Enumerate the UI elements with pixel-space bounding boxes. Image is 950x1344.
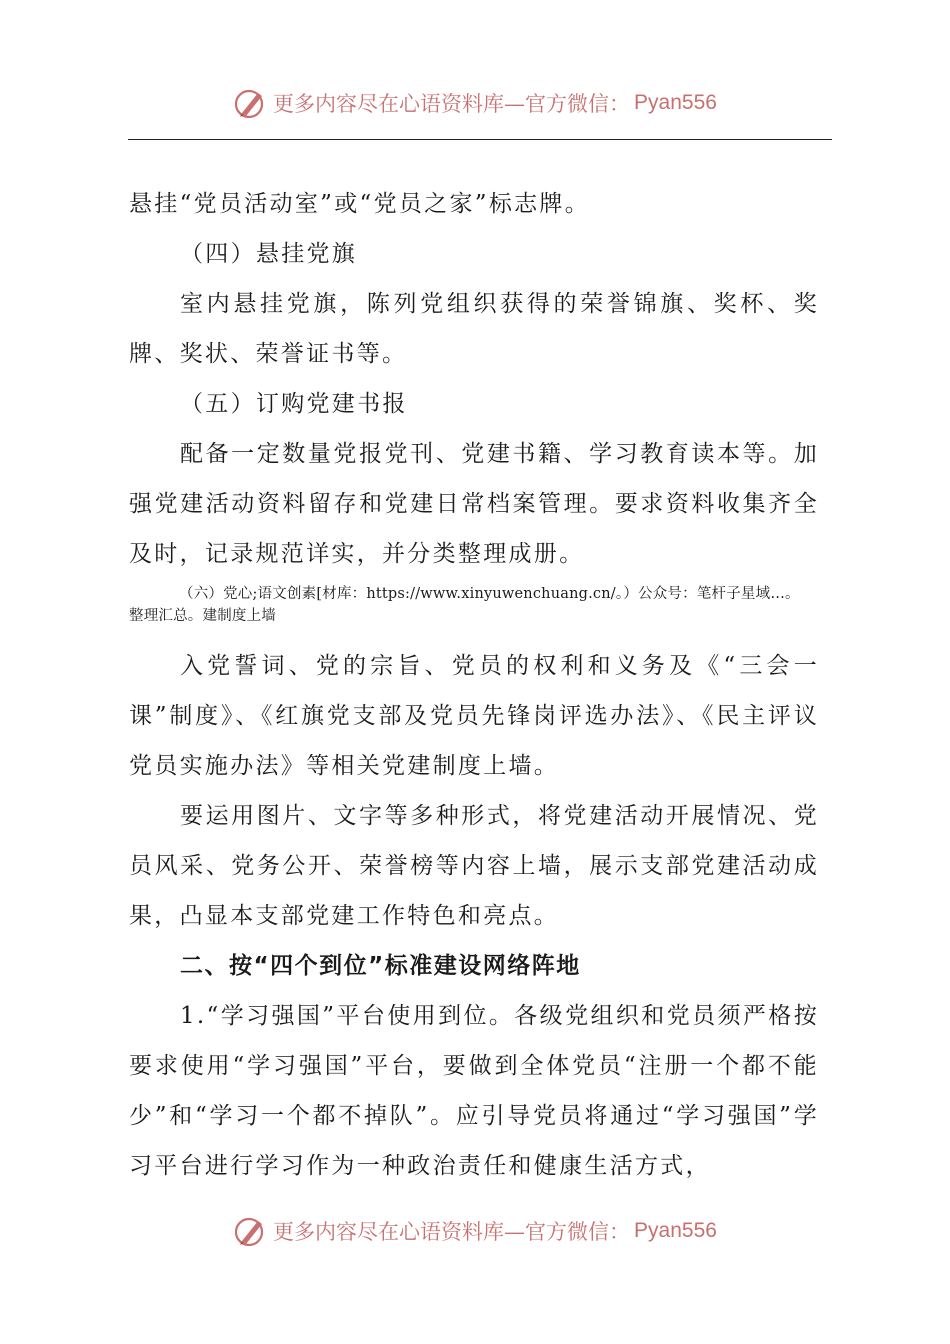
header-banner	[0, 80, 950, 126]
paragraph-5: 要运用图片、文字等多种形式，将党建活动开展情况、党员风采、党务公开、荣誉榜等内容上墙，展示支部党建活动成果，凸显本支部党建工作特色和亮点。	[129, 803, 819, 929]
header-divider	[128, 139, 832, 140]
paragraph-6: 1.“学习强国”平台使用到位。各级党组织和党员须严格按要求使用“学习强国”平台，要做到全体党员“注册一个都不能少”和“学习一个都不掉队”。应引导党员将通过“学习强国”学习平台进行学习作为一种政治责任和健康生活方式，	[129, 1003, 819, 1179]
header-wechat-id: Pyan556	[634, 91, 717, 114]
paragraph-1: 悬挂“党员活动室”或“党员之家”标志牌。	[129, 191, 591, 217]
footer-brand-text: 更多内容尽在心语资料库	[273, 1220, 505, 1244]
pen-logo-icon	[233, 1214, 267, 1248]
subheading-4: （四）悬挂党旗	[180, 241, 358, 267]
paragraph-3: 配备一定数量党报党刊、党建书籍、学习教育读本等。加强党建活动资料留存和党建日常档案管理。要求资料收集齐全及时，记录规范详实，并分类整理成册。	[129, 441, 819, 567]
small-line-1: （六）党心;语文创素[材库：https://www.xinyuwenchuang.cn/。）公众号：笔杆子星域…。	[179, 586, 800, 602]
footer-wechat-id: Pyan556	[634, 1219, 717, 1242]
header-brand-text: 更多内容尽在心语资料库	[273, 92, 505, 116]
small-print-block	[129, 583, 849, 627]
pen-logo-icon	[233, 86, 267, 120]
paragraph-4: 入党誓词、党的宗旨、党员的权利和义务及《“三会一课”制度》、《红旗党支部及党员先锋岗评选办法》、《民主评议党员实施办法》等相关党建制度上墙。	[129, 653, 819, 779]
footer-separator-text: —官方微信：	[504, 1220, 631, 1244]
section-heading-2: 二、按“四个到位”标准建设网络阵地	[180, 953, 581, 979]
small-line-2: 整理汇总。建制度上墙	[129, 608, 276, 624]
paragraph-2: 室内悬挂党旗，陈列党组织获得的荣誉锦旗、奖杯、奖牌、奖状、荣誉证书等。	[129, 291, 819, 367]
footer-banner	[0, 1208, 950, 1254]
header-separator-text: —官方微信：	[504, 92, 631, 116]
subheading-5: （五）订购党建书报	[180, 391, 408, 417]
document-body	[129, 179, 819, 1191]
